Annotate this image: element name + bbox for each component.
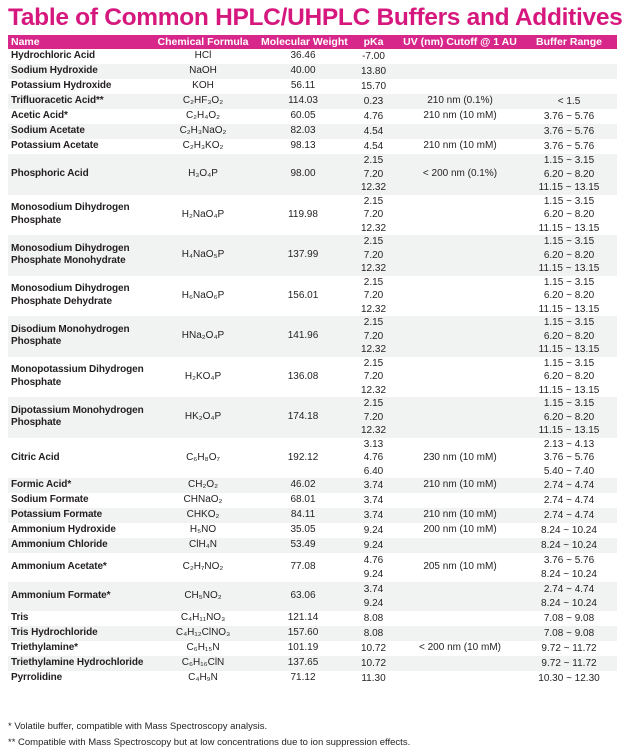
cell-name: Formic Acid*: [8, 478, 148, 493]
cell-uv-cutoff: [399, 582, 521, 611]
cell-buffer-range-value: 2.74 ~ 4.74: [543, 584, 595, 595]
cell-pka: [348, 523, 399, 538]
cell-uv-cutoff: [399, 276, 521, 317]
cell-pka-value: 12.32: [360, 222, 387, 234]
table-row: [8, 538, 617, 553]
cell-buffer-range: [521, 523, 617, 538]
footnote-ms-compatible: ** Compatible with Mass Spectroscopy but at low concentrations due to ion suppression effects.: [8, 737, 411, 748]
cell-name: Disodium Monohydrogen Phosphate: [8, 316, 148, 357]
table-row: [8, 49, 617, 64]
cell-buffer-range: [521, 508, 617, 523]
cell-name: Triethylamine*: [11, 642, 78, 654]
cell-buffer-range-value: 9.72 ~ 11.72: [541, 642, 597, 654]
cell-name: Hydrochloric Acid: [11, 50, 96, 62]
cell-formula: H₅NO: [189, 524, 217, 536]
cell-molecular-weight: 137.99: [258, 235, 348, 276]
cell-pka-value: 2.15: [363, 398, 384, 409]
cell-uv-cutoff: 230 nm (10 mM): [423, 451, 497, 463]
cell-formula: C₂H₇NO₂: [182, 561, 224, 573]
table-row: [8, 109, 617, 124]
cell-name: Tris: [11, 612, 29, 624]
cell-uv-cutoff: [399, 397, 521, 438]
cell-uv-cutoff: [399, 64, 521, 79]
cell-pka: [348, 493, 399, 508]
table-header-row: [8, 35, 617, 49]
cell-formula: CH₂O₂: [148, 478, 258, 493]
cell-buffer-range: [521, 397, 617, 438]
cell-uv-cutoff: [399, 538, 521, 553]
cell-pka-value: 3.13: [363, 438, 384, 450]
cell-buffer-range-value: 1.15 ~ 3.15: [543, 276, 595, 288]
table-row: [8, 671, 617, 686]
cell-pka: [348, 49, 399, 64]
cell-formula: C₄H₁₂ClNO₃: [148, 626, 258, 641]
cell-pka-value: 8.08: [363, 612, 384, 624]
cell-formula: C₂H₃KO₂: [182, 140, 224, 152]
table-row: [8, 94, 617, 109]
cell-uv-cutoff: [399, 626, 521, 641]
cell-molecular-weight: 121.14: [287, 612, 319, 624]
cell-molecular-weight: 174.18: [258, 397, 348, 438]
cell-buffer-range: [521, 582, 617, 611]
cell-name: Sodium Hydroxide: [8, 64, 148, 79]
cell-pka-value: 2.15: [363, 317, 384, 328]
cell-buffer-range-value: 8.24 ~ 10.24: [541, 524, 597, 536]
cell-pka-value: 9.24: [363, 597, 384, 609]
cell-pka: [348, 94, 399, 109]
cell-buffer-range-value: 7.08 ~ 9.08: [543, 612, 595, 624]
cell-buffer-range-value: 6.20 ~ 8.20: [543, 371, 595, 382]
cell-name: Tris Hydrochloride: [8, 626, 148, 641]
cell-molecular-weight: 71.12: [290, 672, 316, 684]
cell-formula: CHNaO₂: [183, 494, 223, 506]
cell-name: Triethylamine Hydrochloride: [8, 656, 148, 671]
cell-buffer-range: [521, 478, 617, 493]
cell-buffer-range-value: [524, 80, 614, 94]
cell-pka-value: 6.40: [363, 465, 384, 477]
cell-pka-value: 4.76: [363, 452, 384, 463]
table-row: [8, 582, 617, 611]
cell-buffer-range-value: 7.08 ~ 9.08: [543, 627, 595, 639]
cell-buffer-range: [521, 611, 617, 626]
cell-buffer-range: [521, 94, 617, 109]
footnote-volatile: * Volatile buffer, compatible with Mass Spectroscopy analysis.: [8, 721, 268, 732]
cell-formula: H₆NaO₆P: [181, 289, 225, 301]
cell-pka: [348, 611, 399, 626]
cell-buffer-range-value: 11.15 ~ 13.15: [538, 344, 600, 355]
cell-buffer-range: [521, 671, 617, 686]
cell-buffer-range: [521, 235, 617, 276]
table-row: [8, 626, 617, 641]
cell-formula: C₂HF₃O₂: [148, 94, 258, 109]
cell-pka-value: 12.32: [360, 303, 387, 315]
cell-pka-value: 4.76: [363, 555, 384, 566]
cell-molecular-weight: 77.08: [290, 561, 316, 573]
cell-name: Sodium Acetate: [8, 124, 148, 139]
cell-buffer-range-value: 1.15 ~ 3.15: [543, 398, 595, 409]
header-name: Name: [8, 35, 148, 49]
cell-buffer-range-value: 1.15 ~ 3.15: [543, 236, 595, 247]
cell-buffer-range-value: < 1.5: [557, 95, 581, 107]
cell-buffer-range-value: 1.15 ~ 3.15: [543, 195, 595, 207]
cell-pka: [348, 139, 399, 154]
cell-buffer-range-value: 5.40 ~ 7.40: [543, 465, 595, 477]
cell-name: Potassium Formate: [8, 508, 148, 523]
cell-molecular-weight: 63.06: [258, 582, 348, 611]
cell-formula: HCl: [194, 50, 212, 62]
table-row: [8, 611, 617, 626]
cell-name: Pyrrolidine: [11, 672, 63, 684]
cell-uv-cutoff: [399, 671, 521, 686]
cell-pka: [348, 438, 399, 479]
cell-buffer-range: [521, 538, 617, 553]
cell-uv-cutoff: [399, 357, 521, 398]
cell-molecular-weight: 141.96: [258, 316, 348, 357]
cell-pka-value: 4.54: [363, 140, 384, 152]
table-row: [8, 124, 617, 139]
cell-uv-cutoff: [399, 235, 521, 276]
cell-pka-value: 4.54: [363, 125, 384, 137]
cell-buffer-range: [521, 553, 617, 582]
cell-buffer-range-value: 3.76 ~ 5.76: [543, 140, 595, 152]
cell-buffer-range-value: 3.76 ~ 5.76: [543, 110, 595, 122]
cell-name: Phosphoric Acid: [8, 154, 148, 195]
cell-buffer-range-value: 11.15 ~ 13.15: [538, 425, 600, 436]
cell-formula: CHKO₂: [148, 508, 258, 523]
table-row: [8, 139, 617, 154]
cell-buffer-range: [521, 49, 617, 64]
cell-buffer-range-value: 8.24 ~ 10.24: [541, 568, 597, 580]
table-row: [8, 357, 617, 398]
cell-pka-value: 9.24: [363, 568, 384, 580]
cell-formula: HK₂O₄P: [148, 397, 258, 438]
cell-uv-cutoff: < 200 nm (0.1%): [399, 154, 521, 195]
cell-buffer-range-value: 2.13 ~ 4.13: [543, 438, 595, 450]
header-pka: pKa: [348, 35, 399, 49]
table-row: [8, 523, 617, 538]
cell-name: Monosodium Dihydrogen Phosphate: [11, 202, 130, 226]
cell-pka-value: 8.08: [363, 627, 384, 639]
table-row: [8, 553, 617, 582]
cell-pka: [348, 316, 399, 357]
cell-pka-value: 2.15: [363, 276, 384, 288]
cell-buffer-range: [521, 438, 617, 479]
cell-buffer-range-value: 2.74 ~ 4.74: [543, 509, 595, 521]
footnotes: [8, 719, 410, 751]
cell-buffer-range-value: 2.74 ~ 4.74: [543, 494, 595, 506]
cell-formula: C₂H₃NaO₂: [148, 124, 258, 139]
cell-name: Potassium Acetate: [11, 140, 99, 152]
cell-uv-cutoff: [399, 124, 521, 139]
cell-uv-cutoff: 210 nm (10 mM): [423, 140, 497, 152]
cell-buffer-range-value: 11.15 ~ 13.15: [538, 263, 600, 274]
cell-formula: H₂KO₄P: [184, 370, 222, 382]
cell-buffer-range-value: 3.76 ~ 5.76: [543, 125, 595, 137]
cell-pka-value: -7.00: [362, 50, 385, 62]
cell-pka: [348, 656, 399, 671]
table-row: [8, 641, 617, 656]
cell-uv-cutoff: 210 nm (10 mM): [399, 508, 521, 523]
cell-formula: CH₅NO₂: [148, 582, 258, 611]
table-row: [8, 656, 617, 671]
table-row: [8, 397, 617, 438]
cell-pka-value: 9.24: [363, 524, 384, 536]
cell-name: Monosodium Dihydrogen Phosphate Monohydrate: [8, 235, 148, 276]
cell-formula: NaOH: [148, 64, 258, 79]
cell-pka-value: 12.32: [360, 263, 387, 274]
cell-pka-value: 3.74: [363, 509, 384, 521]
cell-pka: [348, 538, 399, 553]
cell-buffer-range-value: [524, 50, 614, 64]
cell-pka-value: 4.76: [363, 110, 384, 122]
cell-pka-value: 7.20: [363, 290, 384, 301]
cell-buffer-range-value: 11.15 ~ 13.15: [538, 182, 600, 193]
table-row: [8, 508, 617, 523]
cell-molecular-weight: 192.12: [287, 451, 319, 463]
cell-buffer-range: [521, 64, 617, 79]
cell-pka: [348, 582, 399, 611]
cell-formula: HNa₂O₄P: [148, 316, 258, 357]
cell-pka-value: 2.15: [363, 357, 384, 369]
cell-pka: [348, 195, 399, 236]
cell-pka-value: 9.24: [363, 539, 384, 551]
cell-molecular-weight: 156.01: [287, 289, 319, 301]
cell-name: Ammonium Chloride: [8, 538, 148, 553]
cell-pka-value: 2.15: [363, 155, 384, 166]
header-formula: Chemical Formula: [148, 35, 258, 49]
cell-pka-value: 12.32: [360, 384, 387, 396]
cell-molecular-weight: 35.05: [290, 524, 316, 536]
table-row: [8, 64, 617, 79]
cell-pka-value: 10.72: [360, 642, 387, 654]
cell-buffer-range-value: 11.15 ~ 13.15: [538, 384, 600, 396]
cell-buffer-range-value: 1.15 ~ 3.15: [543, 155, 595, 166]
table-row: [8, 79, 617, 94]
cell-pka: [348, 671, 399, 686]
cell-pka-value: 11.30: [361, 672, 386, 684]
cell-uv-cutoff: [399, 316, 521, 357]
cell-buffer-range: [521, 626, 617, 641]
cell-buffer-range-value: 6.20 ~ 8.20: [543, 168, 595, 180]
cell-pka: [348, 79, 399, 94]
cell-pka-value: 7.20: [363, 371, 384, 382]
cell-formula: H₂NaO₄P: [181, 208, 225, 220]
cell-uv-cutoff: [399, 611, 521, 626]
cell-pka-value: 12.32: [360, 425, 387, 436]
cell-name: Monopotassium Dihydrogen Phosphate: [11, 364, 144, 388]
table-row: [8, 493, 617, 508]
cell-pka: [348, 276, 399, 317]
cell-name: Potassium Hydroxide: [11, 80, 112, 92]
cell-molecular-weight: 84.11: [258, 508, 348, 523]
cell-uv-cutoff: 210 nm (10 mM): [399, 478, 521, 493]
buffers-table: [8, 35, 617, 686]
cell-molecular-weight: 98.00: [258, 154, 348, 195]
cell-buffer-range-value: 1.15 ~ 3.15: [543, 317, 595, 328]
cell-buffer-range: [521, 154, 617, 195]
cell-name: Ammonium Formate*: [8, 582, 148, 611]
cell-pka: [348, 478, 399, 493]
cell-pka-value: 2.15: [363, 195, 384, 207]
cell-pka: [348, 124, 399, 139]
cell-buffer-range-value: 9.72 ~ 11.72: [541, 657, 597, 669]
cell-uv-cutoff: 210 nm (10 mM): [423, 110, 497, 122]
cell-formula: H₄NaO₅P: [148, 235, 258, 276]
cell-buffer-range: [521, 656, 617, 671]
cell-formula: ClH₄N: [148, 538, 258, 553]
cell-buffer-range: [521, 641, 617, 656]
cell-buffer-range: [521, 109, 617, 124]
cell-buffer-range-value: 11.15 ~ 13.15: [538, 303, 600, 315]
cell-name: Trifluoracetic Acid**: [8, 94, 148, 109]
header-buffer-range: Buffer Range: [521, 35, 617, 49]
cell-buffer-range: [521, 493, 617, 508]
cell-formula: C₆H₁₆ClN: [148, 656, 258, 671]
table-row: [8, 438, 617, 479]
cell-molecular-weight: 136.08: [287, 370, 319, 382]
cell-pka-value: 10.72: [360, 657, 387, 669]
cell-molecular-weight: 119.98: [288, 208, 318, 220]
cell-uv-cutoff: [399, 493, 521, 508]
cell-name: Dipotassium Monohydrogen Phosphate: [8, 397, 148, 438]
cell-pka: [348, 397, 399, 438]
cell-buffer-range-value: 6.20 ~ 8.20: [543, 330, 595, 342]
cell-buffer-range-value: [524, 65, 614, 79]
cell-molecular-weight: 157.60: [258, 626, 348, 641]
cell-buffer-range: [521, 316, 617, 357]
cell-buffer-range: [521, 195, 617, 236]
cell-molecular-weight: 82.03: [258, 124, 348, 139]
cell-molecular-weight: 98.13: [290, 140, 316, 152]
cell-buffer-range: [521, 276, 617, 317]
header-molecular-weight: Molecular Weight: [258, 35, 348, 49]
cell-molecular-weight: 40.00: [258, 64, 348, 79]
cell-pka: [348, 357, 399, 398]
cell-buffer-range-value: 10.30 ~ 12.30: [538, 672, 600, 684]
page-title: Table of Common HPLC/UHPLC Buffers and Additives: [8, 4, 623, 31]
cell-molecular-weight: 114.03: [258, 94, 348, 109]
cell-name: Citric Acid: [11, 451, 60, 463]
cell-pka-value: 7.20: [363, 330, 384, 342]
header-uv-cutoff: UV (nm) Cutoff @ 1 AU: [399, 35, 521, 49]
cell-pka-value: 12.32: [360, 344, 387, 355]
table-row: [8, 478, 617, 493]
cell-pka: [348, 641, 399, 656]
cell-formula: C₆H₈O₇: [186, 451, 220, 463]
table-row: [8, 316, 617, 357]
cell-molecular-weight: 56.11: [290, 80, 316, 92]
cell-buffer-range: [521, 124, 617, 139]
cell-uv-cutoff: 205 nm (10 mM): [423, 561, 497, 573]
cell-buffer-range-value: 6.20 ~ 8.20: [543, 209, 595, 220]
cell-formula: C₄H₉N: [188, 672, 218, 684]
cell-pka-value: 7.20: [363, 411, 384, 423]
cell-molecular-weight: 137.65: [258, 656, 348, 671]
table-body: [8, 49, 617, 686]
cell-buffer-range-value: 8.24 ~ 10.24: [541, 597, 597, 609]
cell-name: Sodium Formate: [11, 494, 89, 506]
cell-uv-cutoff: 200 nm (10 mM): [423, 524, 497, 536]
cell-buffer-range: [521, 79, 617, 94]
cell-pka: [348, 64, 399, 79]
cell-formula: H₃O₄P: [148, 154, 258, 195]
cell-buffer-range-value: 6.20 ~ 8.20: [543, 249, 595, 261]
cell-buffer-range-value: 2.74 ~ 4.74: [543, 479, 595, 491]
cell-molecular-weight: 68.01: [290, 494, 316, 506]
cell-pka: [348, 109, 399, 124]
cell-pka: [348, 154, 399, 195]
cell-buffer-range-value: 11.15 ~ 13.15: [538, 222, 600, 234]
cell-pka-value: 7.20: [363, 249, 384, 261]
cell-pka-value: 2.15: [363, 236, 384, 247]
cell-uv-cutoff: [399, 195, 521, 236]
cell-buffer-range-value: 6.20 ~ 8.20: [543, 411, 595, 423]
cell-uv-cutoff: < 200 nm (10 mM): [419, 642, 501, 654]
cell-pka-value: 7.20: [363, 168, 384, 180]
cell-molecular-weight: 101.19: [287, 642, 319, 654]
cell-buffer-range-value: 6.20 ~ 8.20: [543, 290, 595, 301]
cell-buffer-range-value: 1.15 ~ 3.15: [543, 357, 595, 369]
cell-pka-value: 12.32: [360, 182, 387, 193]
cell-buffer-range-value: 3.76 ~ 5.76: [543, 555, 595, 566]
cell-buffer-range: [521, 357, 617, 398]
cell-pka-value: 7.20: [363, 209, 384, 220]
table-row: [8, 154, 617, 195]
cell-uv-cutoff: [399, 49, 521, 64]
table-row: [8, 235, 617, 276]
cell-name: Ammonium Hydroxide: [11, 524, 116, 536]
table-row: [8, 195, 617, 236]
cell-uv-cutoff: 210 nm (0.1%): [399, 94, 521, 109]
cell-formula: C₂H₄O₂: [185, 110, 221, 122]
cell-pka-value: 15.70: [360, 80, 387, 92]
cell-uv-cutoff: [399, 79, 521, 94]
cell-buffer-range: [521, 139, 617, 154]
cell-uv-cutoff: [399, 656, 521, 671]
cell-pka: [348, 553, 399, 582]
cell-pka-value: 3.74: [363, 584, 384, 595]
table-row: [8, 276, 617, 317]
cell-pka-value: 3.74: [363, 479, 384, 491]
cell-pka: [348, 508, 399, 523]
cell-formula: KOH: [192, 80, 214, 92]
cell-name: Ammonium Acetate*: [11, 561, 107, 573]
cell-pka-value: 3.74: [363, 494, 384, 506]
cell-pka: [348, 626, 399, 641]
cell-name: Acetic Acid*: [11, 110, 68, 122]
cell-name: Monosodium Dihydrogen Phosphate Dehydrate: [11, 283, 130, 307]
cell-molecular-weight: 60.05: [290, 110, 316, 122]
cell-formula: C₆H₁₅N: [186, 642, 220, 654]
cell-pka-value: 0.23: [363, 95, 384, 107]
cell-pka: [348, 235, 399, 276]
cell-molecular-weight: 36.46: [290, 50, 316, 62]
cell-pka-value: 13.80: [360, 65, 387, 77]
cell-buffer-range-value: 3.76 ~ 5.76: [543, 452, 595, 463]
cell-formula: C₄H₁₁NO₃: [180, 612, 226, 624]
cell-buffer-range-value: 8.24 ~ 10.24: [541, 539, 597, 551]
cell-molecular-weight: 53.49: [258, 538, 348, 553]
cell-molecular-weight: 46.02: [258, 478, 348, 493]
